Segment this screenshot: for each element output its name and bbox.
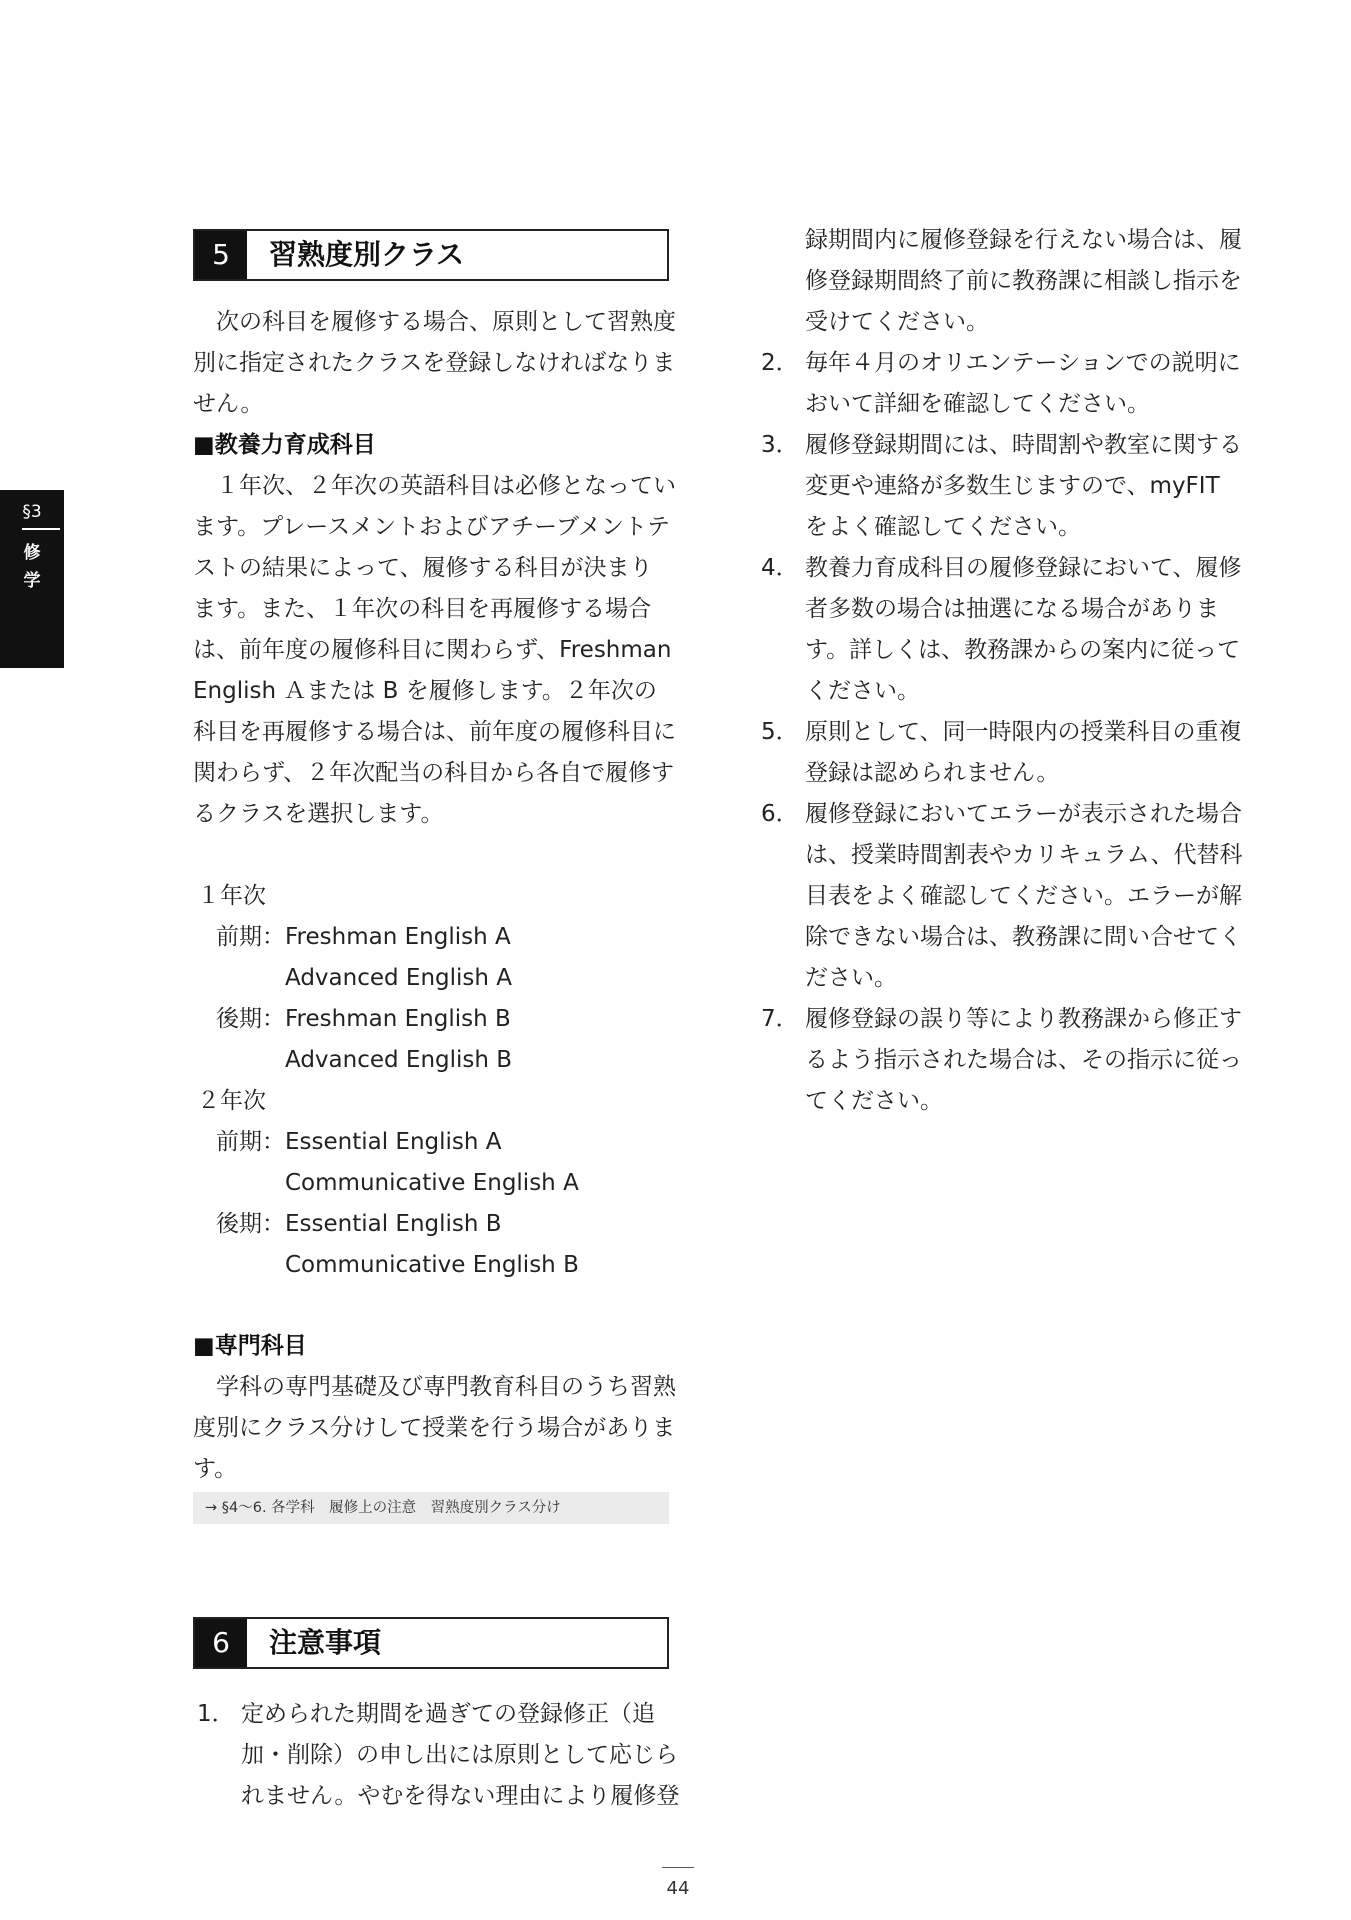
section-number: 6: [195, 1619, 247, 1667]
course-name: Freshman English A: [285, 924, 511, 950]
paragraph-line: English Ａまたは B を履修します。２年次の: [193, 678, 657, 704]
subheading: ■専門科目: [193, 1333, 307, 1359]
paragraph-line: 科目を再履修する場合は、前年度の履修科目に: [193, 719, 676, 745]
list-item-line: 原則として、同一時限内の授業科目の重複: [805, 719, 1242, 745]
cross-reference: → §4〜6. 各学科 履修上の注意 習熟度別クラス分け: [193, 1492, 669, 1524]
section-title: 注意事項: [269, 1626, 382, 1659]
list-number: 3．: [761, 432, 799, 458]
paragraph-line: るクラスを選択します。: [193, 801, 444, 827]
list-item-line: れません。やむを得ない理由により履修登: [241, 1783, 680, 1809]
list-item-line: 変更や連絡が多数生じますので、myFIT: [805, 473, 1220, 499]
list-number: 6．: [761, 801, 799, 827]
list-item-line: ださい。: [805, 965, 897, 991]
list-item-line: 履修登録期間には、時間割や教室に関する: [805, 432, 1242, 458]
list-item-line: 定められた期間を過ぎての登録修正（追: [241, 1701, 655, 1727]
list-item-line: 加・削除）の申し出には原則として応じら: [241, 1742, 678, 1768]
list-item-line: るよう指示された場合は、その指示に従っ: [805, 1047, 1242, 1073]
paragraph-line: は、前年度の履修科目に関わらず、Freshman: [193, 637, 672, 663]
list-item-line: す。詳しくは、教務課からの案内に従って: [805, 637, 1241, 663]
subheading: ■教養力育成科目: [193, 432, 376, 458]
list-item-line: 毎年４月のオリエンテーションでの説明に: [805, 350, 1241, 376]
section-tab-rule: [22, 528, 60, 530]
list-item-line: 修登録期間終了前に教務課に相談し指示を: [805, 268, 1242, 294]
section-tab: [0, 490, 64, 668]
list-number: 7．: [761, 1006, 799, 1032]
page-number: 44: [666, 1878, 690, 1899]
section-title: 習熟度別クラス: [269, 238, 465, 271]
list-item-line: 履修登録においてエラーが表示された場合: [805, 801, 1242, 827]
list-number: 5．: [761, 719, 799, 745]
paragraph-line: ます。また、１年次の科目を再履修する場合: [193, 596, 652, 622]
section-tab-label: §3: [22, 502, 42, 522]
list-item-line: 目表をよく確認してください。エラーが解: [805, 883, 1242, 909]
list-item-line: 録期間内に履修登録を行えない場合は、履: [805, 227, 1242, 253]
list-number: 4．: [761, 555, 799, 581]
section-number: 5: [195, 231, 247, 279]
term-label: 後期：: [216, 1211, 285, 1237]
course-name: Advanced English A: [285, 965, 513, 991]
course-name: Essential English B: [285, 1211, 502, 1237]
paragraph-line: 学科の専門基礎及び専門教育科目のうち習熟: [193, 1374, 676, 1400]
term-label: 前期：: [216, 924, 285, 950]
paragraph-line: 関わらず、２年次配当の科目から各自で履修す: [193, 760, 675, 786]
paragraph-line: 別に指定されたクラスを登録しなければなりま: [193, 350, 676, 376]
list-item-line: をよく確認してください。: [805, 514, 1081, 540]
section-tab-char: 学: [23, 571, 41, 591]
list-item-line: てください。: [805, 1088, 943, 1114]
list-item-line: ください。: [805, 678, 920, 704]
paragraph-line: １年次、２年次の英語科目は必修となってい: [193, 473, 676, 499]
course-name: Essential English A: [285, 1129, 502, 1155]
list-item-line: は、授業時間割表やカリキュラム、代替科: [805, 842, 1243, 868]
course-name: Communicative English A: [285, 1170, 579, 1196]
course-name: Advanced English B: [285, 1047, 513, 1073]
list-item-line: 履修登録の誤り等により教務課から修正す: [805, 1006, 1242, 1032]
term-label: 前期：: [216, 1129, 285, 1155]
section-5-heading: [193, 229, 669, 281]
page-number-rule: [662, 1867, 694, 1868]
paragraph-line: す。: [193, 1456, 238, 1482]
course-name: Communicative English B: [285, 1252, 579, 1278]
section-6-heading: [193, 1617, 669, 1669]
list-item-line: 除できない場合は、教務課に問い合せてく: [805, 924, 1242, 950]
list-item-line: 教養力育成科目の履修登録において、履修: [805, 555, 1242, 581]
paragraph-line: ストの結果によって、履修する科目が決まり: [193, 555, 653, 581]
list-item-line: 者多数の場合は抽選になる場合がありま: [805, 596, 1219, 622]
paragraph-line: せん。: [193, 391, 264, 417]
list-item-line: 受けてください。: [805, 309, 989, 335]
course-name: Freshman English B: [285, 1006, 511, 1032]
paragraph-line: 次の科目を履修する場合、原則として習熟度: [193, 309, 676, 335]
year-label: １年次: [197, 883, 266, 909]
paragraph-line: ます。プレースメントおよびアチーブメントテ: [193, 514, 671, 540]
list-number: 1．: [197, 1701, 235, 1727]
section-tab-char: 修: [23, 543, 41, 563]
paragraph-line: 度別にクラス分けして授業を行う場合がありま: [193, 1415, 676, 1441]
list-number: 2．: [761, 350, 799, 376]
term-label: 後期：: [216, 1006, 285, 1032]
year-label: ２年次: [197, 1088, 266, 1114]
list-item-line: 登録は認められません。: [805, 760, 1060, 786]
list-item-line: おいて詳細を確認してください。: [805, 391, 1150, 417]
